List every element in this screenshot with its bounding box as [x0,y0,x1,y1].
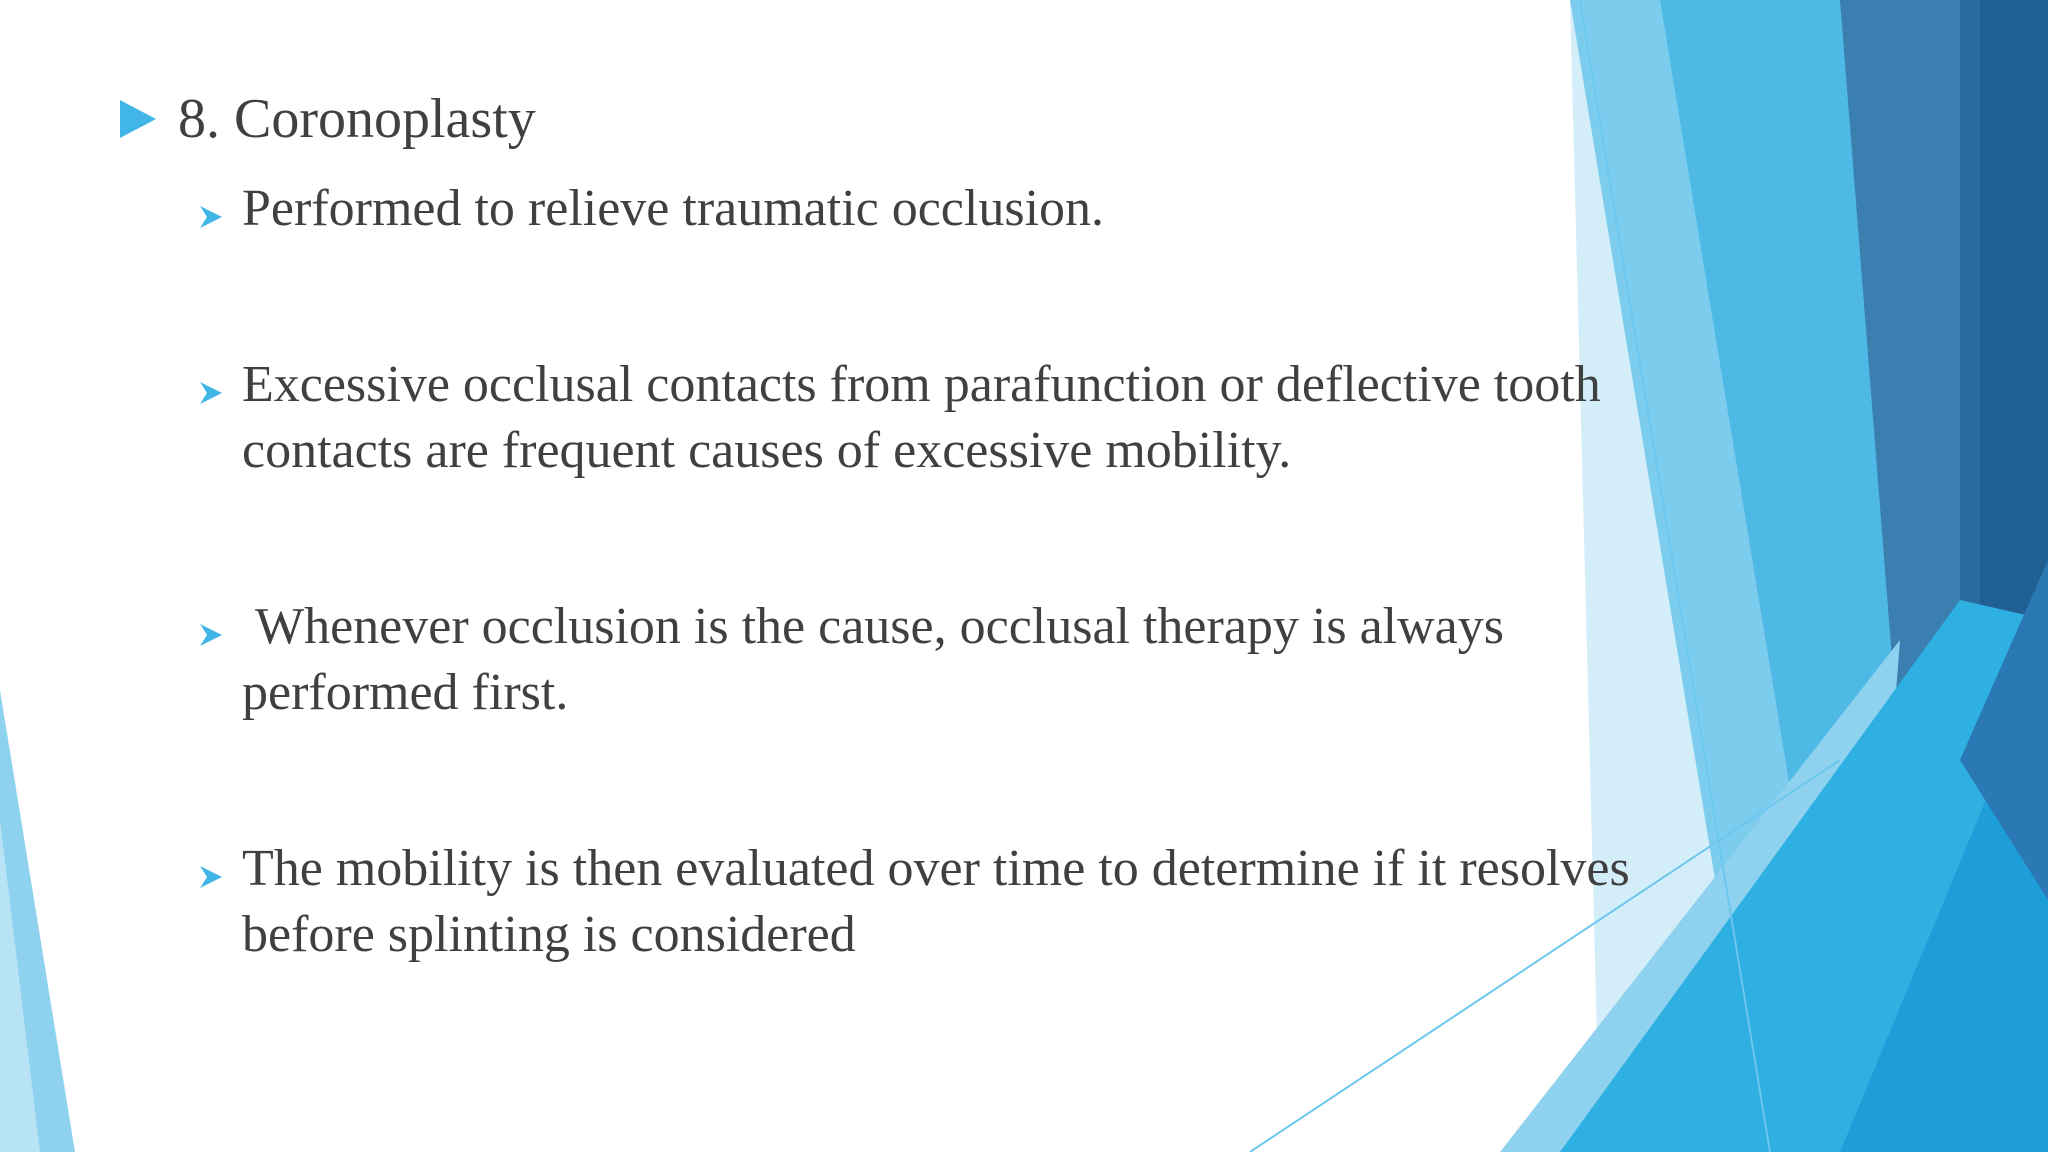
slide-heading: 8. Coronoplasty [178,88,536,150]
heading-row [120,86,536,152]
arrowhead-right-icon [198,368,224,418]
arrowhead-right-icon [198,610,224,660]
bullet-item-1 [198,176,1802,242]
bullet-item-3 [198,594,1802,726]
bullet-text-1: Performed to relieve traumatic occlusion. [242,180,1105,237]
bullet-text-2: Excessive occlusal contacts from parafunction or deflective tooth contacts are frequent causes of excessive mobility. [242,356,1601,479]
arrowhead-right-icon [198,192,224,242]
arrowhead-right-icon [198,852,224,902]
bullet-text-3: Whenever occlusion is the cause, occlusal therapy is always performed first. [242,598,1504,721]
triangle-right-icon [120,100,156,138]
bullet-text-4: The mobility is then evaluated over time to determine if it resolves before splinting is considered [242,840,1630,963]
bullet-item-2 [198,352,1802,484]
bullet-item-4 [198,836,1802,968]
